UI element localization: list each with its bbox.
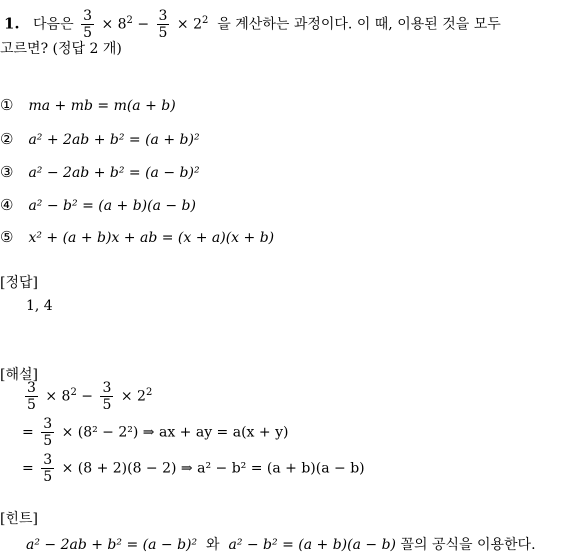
explanation-line-3: = $\frac{3}{5}$ × (8 + 2)(8 − 2) ⇒ a² − b² = (a + b)(a − b) xyxy=(22,452,365,485)
fraction-3-5-d: $\frac{3}{5}$ xyxy=(102,380,112,413)
option-marker: ① xyxy=(0,96,14,114)
explanation-line-1: $\frac{3}{5}$ × $8^2$ − $\frac{3}{5}$ × $2^2$ xyxy=(27,380,153,413)
fraction-3-5-e: $\frac{3}{5}$ xyxy=(43,416,53,449)
hint-label: [힌트] xyxy=(0,511,38,527)
option-5 xyxy=(0,228,274,246)
question-line-1: 1. 다음은 $\frac{3}{5}$ × $8^2$ − $\frac{3}{5}$ × $2^2$ 을 계산하는 과정이다. 이 때, 이용된 것을 모두 xyxy=(4,8,501,41)
option-formula: x² + (a + b)x + ab = (x + a)(x + b) xyxy=(28,230,275,246)
fraction-3-5-b: $\frac{3}{5}$ xyxy=(158,8,168,41)
answer-label: [정답] xyxy=(0,275,38,291)
explanation-label: [해설] xyxy=(0,367,38,383)
option-marker: ③ xyxy=(0,163,14,181)
question-tail: 을 계산하는 과정이다. 이 때, 이용된 것을 모두 xyxy=(217,16,501,33)
option-formula: ma + mb = m(a + b) xyxy=(28,98,176,114)
hint-text: a² − 2ab + b² = (a − b)² 와 a² − b² = (a + b)(a − b) 꼴의 공식을 이용한다. xyxy=(26,537,536,553)
fraction-3-5: $\frac{3}{5}$ xyxy=(83,8,92,41)
option-formula: a² − b² = (a + b)(a − b) xyxy=(28,198,196,214)
option-marker: ⑤ xyxy=(0,228,14,246)
option-3 xyxy=(0,163,200,181)
option-1 xyxy=(0,96,176,114)
option-2 xyxy=(0,130,200,148)
answer-value: 1, 4 xyxy=(26,298,53,314)
option-4 xyxy=(0,196,196,214)
option-formula: a² − 2ab + b² = (a − b)² xyxy=(28,165,200,181)
explanation-line-2: = $\frac{3}{5}$ × (8² − 2²) ⇒ ax + ay = a(x + y) xyxy=(22,416,289,449)
option-marker: ② xyxy=(0,130,14,148)
question-intro: 다음은 xyxy=(33,16,74,33)
question-line-2: 고르면? (정답 2 개) xyxy=(0,41,122,57)
option-marker: ④ xyxy=(0,196,14,214)
fraction-3-5-f: $\frac{3}{5}$ xyxy=(43,452,53,485)
question-number: 1. xyxy=(4,14,20,33)
option-formula: a² + 2ab + b² = (a + b)² xyxy=(28,132,200,148)
fraction-3-5-c: $\frac{3}{5}$ xyxy=(27,380,36,413)
